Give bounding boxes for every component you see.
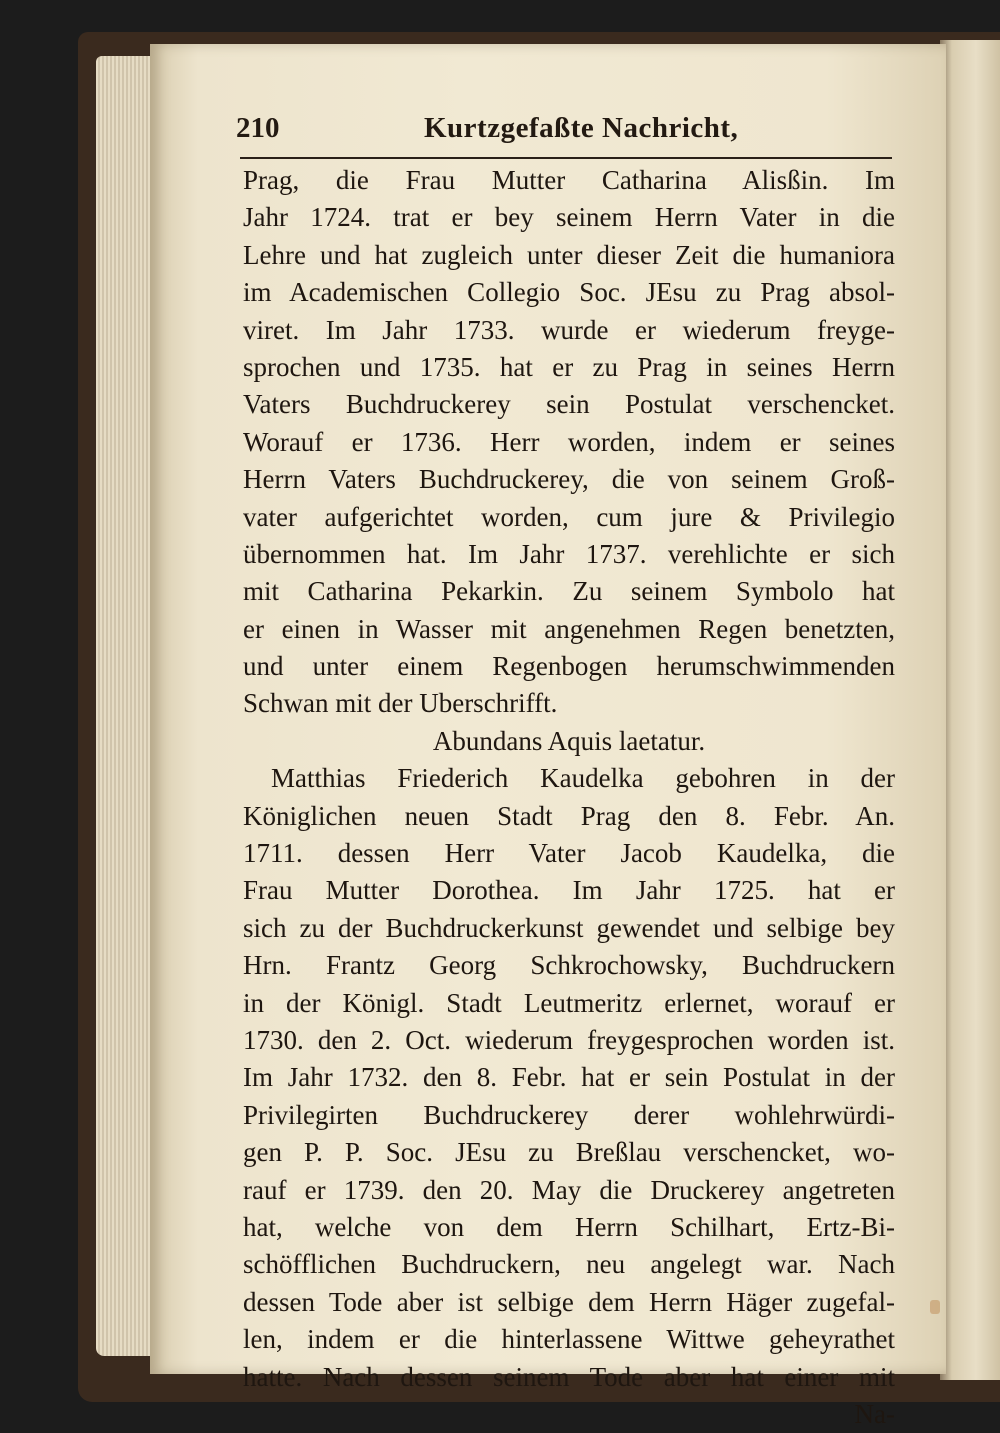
text-line: Jahr 1724. trat er bey seinem Herrn Vater in die [243,202,895,233]
text-line: len, indem er die hinterlassene Wittwe geheyrathet [243,1324,895,1355]
text-line: hat, welche von dem Herrn Schilhart, Ertz-Bi- [243,1211,895,1242]
text-line: Matthias Friederich Kaudelka gebohren in der [271,763,895,794]
body-text [243,162,895,1433]
text-line: Im Jahr 1732. den 8. Febr. hat er sein Postulat in der [243,1062,895,1093]
page-number: 210 [236,112,280,144]
text-line: Vaters Buchdruckerey sein Postulat verschencket. [243,389,895,420]
page-edges [96,56,156,1356]
text-line: er einen in Wasser mit angenehmen Regen benetzten, [243,613,895,644]
text-line: hatte. Nach dessen seinem Tode aber hat einer mit [243,1361,895,1392]
text-line: schöfflichen Buchdruckern, neu angelegt war. Nach [243,1249,895,1280]
text-line: 1711. dessen Herr Vater Jacob Kaudelka, die [243,838,895,869]
text-line: in der Königl. Stadt Leutmeritz erlernet, worauf er [243,987,895,1018]
text-line: rauf er 1739. den 20. May die Druckerey angetreten [243,1174,895,1205]
text-line: sich zu der Buchdruckerkunst gewendet und selbige bey [243,912,895,943]
paper-stain [930,1300,940,1314]
text-line: 1730. den 2. Oct. wiederum freygesprochen worden ist. [243,1024,895,1055]
text-line: im Academischen Collegio Soc. JEsu zu Prag absol- [243,277,895,308]
text-line: Lehre und hat zugleich unter dieser Zeit die humaniora [243,239,895,270]
text-line: vater aufgerichtet worden, cum jure & Privilegio [243,501,895,532]
text-line: Frau Mutter Dorothea. Im Jahr 1725. hat er [243,875,895,906]
text-line: Worauf er 1736. Herr worden, indem er seines [243,426,895,457]
text-line: Privilegirten Buchdruckerey derer wohlehrwürdi- [243,1099,895,1130]
text-line: Hrn. Frantz Georg Schkrochowsky, Buchdruckern [243,950,895,981]
text-line: Königlichen neuen Stadt Prag den 8. Febr. An. [243,800,895,831]
running-title: Kurtzgefaßte Nachricht, [424,112,739,144]
header-rule [240,157,892,159]
text-line: viret. Im Jahr 1733. wurde er wiederum freyge- [243,314,895,345]
facing-page-edge [940,40,1000,1380]
text-line: sprochen und 1735. hat er zu Prag in seines Herrn [243,351,895,382]
text-line: übernommen hat. Im Jahr 1737. verehlichte er sich [243,538,895,569]
text-line: dessen Tode aber ist selbige dem Herrn Häger zugefal- [243,1286,895,1317]
text-line: Herrn Vaters Buchdruckerey, die von seinem Groß- [243,464,895,495]
motto: Abundans Aquis laetatur. [432,725,706,756]
text-line: Prag, die Frau Mutter Catharina Alisßin. Im [243,165,895,195]
text-line: mit Catharina Pekarkin. Zu seinem Symbolo hat [243,576,895,607]
text-line: gen P. P. Soc. JEsu zu Breßlau verschencket, wo- [243,1137,895,1168]
page-header [234,112,894,152]
catchword: Na- [854,1398,895,1429]
text-line: und unter einem Regenbogen herumschwimmenden [243,651,895,682]
text-line: Schwan mit der Uberschrifft. [243,688,558,719]
